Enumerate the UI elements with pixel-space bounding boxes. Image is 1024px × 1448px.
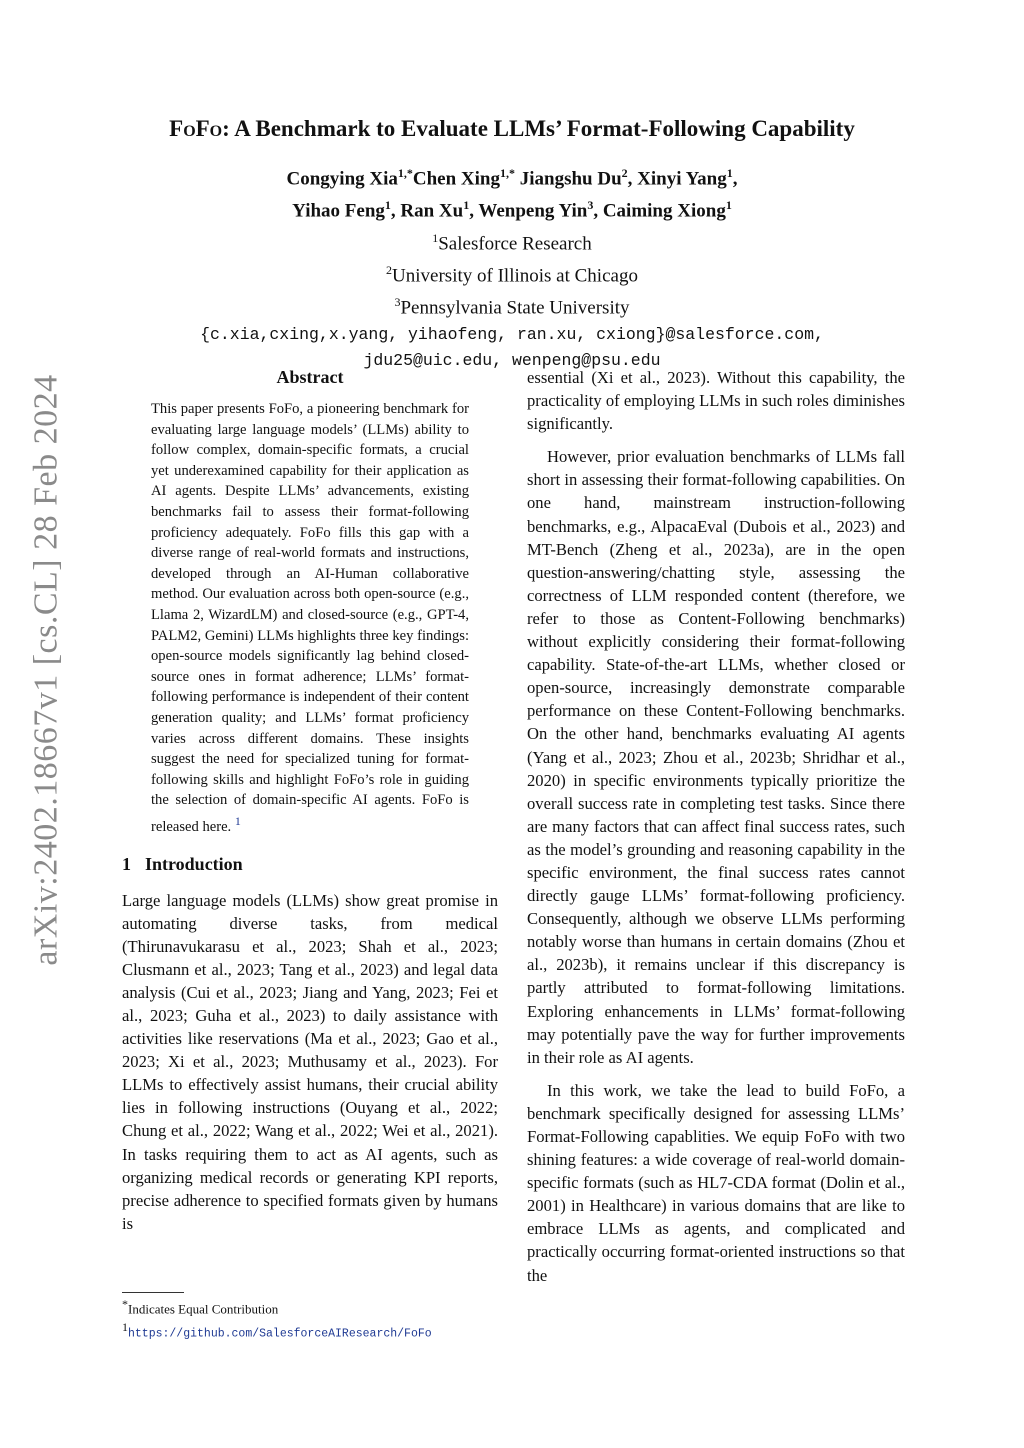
intro-paragraph-3: In this work, we take the lead to build FoFo, a benchmark specifically designed for assessing LLMs’ Format-Following capablities. We equip FoFo with two shining features: a wide coverage of real-world domain-specific formats (such as HL7-CDA format (Dolin et al., 2001) in Healthcare) in various domains that are like to embrace LLMs as agents, and complicated and practically occurring format-oriented instructions so that the xyxy=(527,1080,905,1285)
footnotes xyxy=(122,1292,498,1344)
footnote-text: Indicates Equal Contribution xyxy=(128,1301,279,1317)
author-emails-line-1: {c.xia,cxing,x.yang, yihaofeng, ran.xu, cxiong}@salesforce.com, xyxy=(200,324,824,344)
author-line-2: Yihao Feng$^1$, Ran Xu$^1$, Wenpeng Yin$^3$, Caiming Xiong$^1$ xyxy=(292,198,732,222)
footnote-equal-contribution xyxy=(122,1295,498,1318)
footnote-divider xyxy=(122,1292,184,1293)
author-name: Ran Xu xyxy=(400,200,464,222)
affiliation-name: University of Illinois at Chicago xyxy=(392,265,638,287)
author-emails-line-2: jdu25@uic.edu, wenpeng@psu.edu xyxy=(363,350,661,370)
title-benchmark-name: FoFo xyxy=(169,116,223,141)
footnote-repository xyxy=(122,1318,498,1343)
title-rest: : A Benchmark to Evaluate LLMs’ Format-Following Capability xyxy=(222,116,855,141)
author-name: Caiming Xiong xyxy=(602,200,726,222)
author-name: Wenpeng Yin xyxy=(478,200,588,222)
author-name: Yihao Feng xyxy=(292,200,385,222)
abstract-text: This paper presents FoFo, a pioneering benchmark for evaluating large language models’ (LLMs) ability to follow complex, domain-specific formats, a crucial yet underexamined capability for their application as AI agents. Despite LLMs’ advancements, existing benchmarks fail to assess their format-following proficiency adequately. FoFo fills this gap with a diverse range of real-world formats and instructions, developed through an AI-Human collaborative method. Our evaluation across both open-source (e.g., Llama 2, WizardLM) and closed-source (e.g., GPT-4, PALM2, Gemini) LLMs highlights three key findings: open-source models significantly lag behind closed-source ones in format adherence; LLMs’ format-following performance is independent of their content generation quality; and LLMs’ format proficiency varies across different domains. These insights suggest the need for specialized tuning for format-following skills and highlight FoFo’s role in guiding the selection of domain-specific AI agents. FoFo is released here. xyxy=(151,401,469,835)
affiliation-name: Pennsylvania State University xyxy=(400,297,630,319)
arxiv-identifier-text: arXiv:2402.18667v1 [cs.CL] 28 Feb 2024 xyxy=(28,374,65,966)
affiliation xyxy=(100,289,924,321)
author-block xyxy=(100,160,924,374)
author-affiliation-mark: 1 xyxy=(384,198,391,213)
author-affiliation-mark: 1,* xyxy=(500,166,515,180)
repository-link[interactable]: https://github.com/SalesforceAIResearch/FoFo xyxy=(128,1327,432,1341)
author-affiliation-mark: 2 xyxy=(621,166,628,180)
arxiv-identifier-stamp xyxy=(20,280,74,1060)
abstract-footnote-link[interactable]: 1 xyxy=(234,813,241,828)
author-affiliation-mark: 1 xyxy=(463,198,470,213)
author-line-1: Congying Xia$^{1,*}$Chen Xing$^{1,*}$ Jiangshu Du$^2$, Xinyi Yang$^1$, xyxy=(286,166,738,190)
section-heading-introduction xyxy=(122,853,498,876)
intro-paragraph-continued: essential (Xi et al., 2023). Without this capability, the practicality of employing LLMs in such roles diminishes significantly. xyxy=(527,368,905,434)
right-column xyxy=(527,366,905,1297)
affiliation xyxy=(100,257,924,289)
left-column xyxy=(122,366,498,1235)
author-name: Chen Xing xyxy=(412,168,500,190)
intro-paragraph-2: However, prior evaluation benchmarks of LLMs fall short in assessing their format-following capabilities. On one hand, mainstream instruction-following benchmarks, e.g., AlpacaEval (Dubois et al., 2023) and MT-Bench (Zheng et al., 2023a), are in the open question-answering/chatting style, assessing the correctness of LLM responded content (therefore, we refer to those as Content-Following benchmarks) without explicitly considering their format-following capability. State-of-the-art LLMs, whether closed or open-source, increasingly demonstrate comparable performance on these Content-Following benchmarks. On the other hand, benchmarks evaluating AI agents (Yang et al., 2023; Zhou et al., 2023b; Shridhar et al., 2020) in specific environments typically prioritize the overall success rate in completing test tasks. Since there are many factors that can affect final success rates, such as the model’s grounding and reasoning capability in the specific environment, the final success rates cannot directly gauge LLMs’ format-following proficiency. Consequently, although we observe LLMs performing notably worse than humans in certain domains (Zhou et al., 2023b), it remains unclear if this discrepancy is partly attributed to format-following limitations. Exploring enhancements in LLMs’ format-following may potentially pave the way for further improvements in their role as AI agents. xyxy=(527,447,905,1067)
author-affiliation-mark: 1 xyxy=(725,198,732,213)
author-name: Congying Xia xyxy=(286,168,398,190)
author-name: Xinyi Yang xyxy=(637,168,727,190)
affiliation xyxy=(100,225,924,257)
footnote-mark: * xyxy=(122,1297,128,1311)
affiliation-mark: 2 xyxy=(386,262,393,277)
footnote-mark: 1 xyxy=(122,1320,128,1335)
author-affiliation-mark: 1,* xyxy=(397,166,413,180)
section-title: Introduction xyxy=(145,854,243,875)
author-affiliation-mark: 1 xyxy=(726,166,733,180)
affiliation-mark: 3 xyxy=(394,295,401,310)
abstract-heading: Abstract xyxy=(276,367,344,387)
intro-paragraph-1: Large language models (LLMs) show great promise in automating diverse tasks, from medical (Thirunavukarasu et al., 2023; Shah et al., 2023; Clusmann et al., 2023; Tang et al., 2023) and legal data analysis (Cui et al., 2023; Jiang and Yang, 2023; Fei et al., 2023; Guha et al., 2023) to daily assistance with activities like reservations (Ma et al., 2023; Gao et al., 2023; Xi et al., 2023; Muthusamy et al., 2023). For LLMs to effectively assist humans, their crucial ability lies in following instructions (Ouyang et al., 2022; Chung et al., 2022; Wang et al., 2022; Wei et al., 2021). In tasks requiring them to act as AI agents, such as organizing medical records or generating KPI reports, precise adherence to specified formats given by humans is xyxy=(122,890,498,1233)
section-number: 1 xyxy=(122,854,131,875)
abstract-body xyxy=(151,399,469,837)
author-name: Jiangshu Du xyxy=(519,168,622,190)
affiliation-mark: 1 xyxy=(432,230,439,245)
author-affiliation-mark: 3 xyxy=(587,198,594,213)
affiliation-name: Salesforce Research xyxy=(438,232,592,254)
paper-title xyxy=(100,116,924,142)
